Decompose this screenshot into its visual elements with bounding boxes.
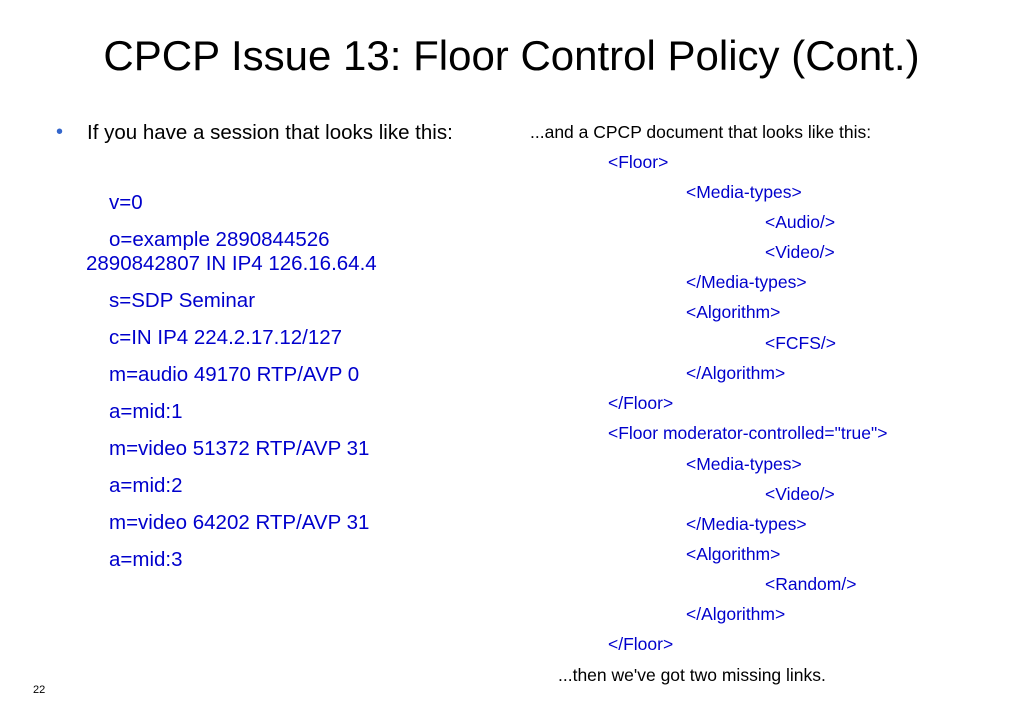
xml-line: <FCFS/> — [765, 333, 836, 353]
xml-line: <Media-types> — [686, 182, 802, 202]
xml-line: </Floor> — [608, 393, 674, 413]
sdp-line-a-mid2: a=mid:2 — [109, 474, 183, 497]
bullet-dot-icon: • — [56, 121, 64, 143]
sdp-line-c: c=IN IP4 224.2.17.12/127 — [109, 326, 343, 349]
sdp-line-s: s=SDP Seminar — [109, 289, 256, 312]
xml-line: <Random/> — [765, 574, 857, 594]
sdp-line-a-mid3: a=mid:3 — [109, 548, 183, 571]
sdp-line-a-mid1: a=mid:1 — [109, 400, 183, 423]
sdp-line-m-video2: m=video 64202 RTP/AVP 31 — [109, 511, 370, 534]
bullet-text: If you have a session that looks like this: — [87, 121, 453, 144]
xml-line: </Floor> — [608, 634, 674, 654]
xml-line: </Media-types> — [686, 514, 807, 534]
sdp-line-v: v=0 — [109, 191, 143, 214]
xml-line: <Video/> — [765, 484, 835, 504]
xml-line: <Audio/> — [765, 212, 836, 232]
sdp-line-o-part1: o=example 2890844526 — [109, 228, 330, 251]
xml-line: <Algorithm> — [686, 302, 781, 322]
cpcp-intro-text: ...and a CPCP document that looks like this: — [530, 122, 872, 142]
xml-line: <Floor> — [608, 152, 669, 172]
xml-line: </Algorithm> — [686, 604, 786, 624]
sdp-line-o-part2: 2890842807 IN IP4 126.16.64.4 — [86, 252, 377, 275]
sdp-line-m-video1: m=video 51372 RTP/AVP 31 — [109, 437, 370, 460]
xml-line: <Algorithm> — [686, 544, 781, 564]
slide-page-number: 22 — [33, 684, 46, 696]
slide-title: CPCP Issue 13: Floor Control Policy (Cont.) — [103, 32, 920, 79]
xml-line: <Media-types> — [686, 454, 802, 474]
sdp-line-m-audio: m=audio 49170 RTP/AVP 0 — [109, 363, 360, 386]
xml-line: <Floor moderator-controlled="true"> — [608, 423, 888, 443]
cpcp-outro-text: ...then we've got two missing links. — [558, 665, 826, 685]
xml-line: </Algorithm> — [686, 363, 786, 383]
xml-line: <Video/> — [765, 242, 835, 262]
xml-line: </Media-types> — [686, 272, 807, 292]
